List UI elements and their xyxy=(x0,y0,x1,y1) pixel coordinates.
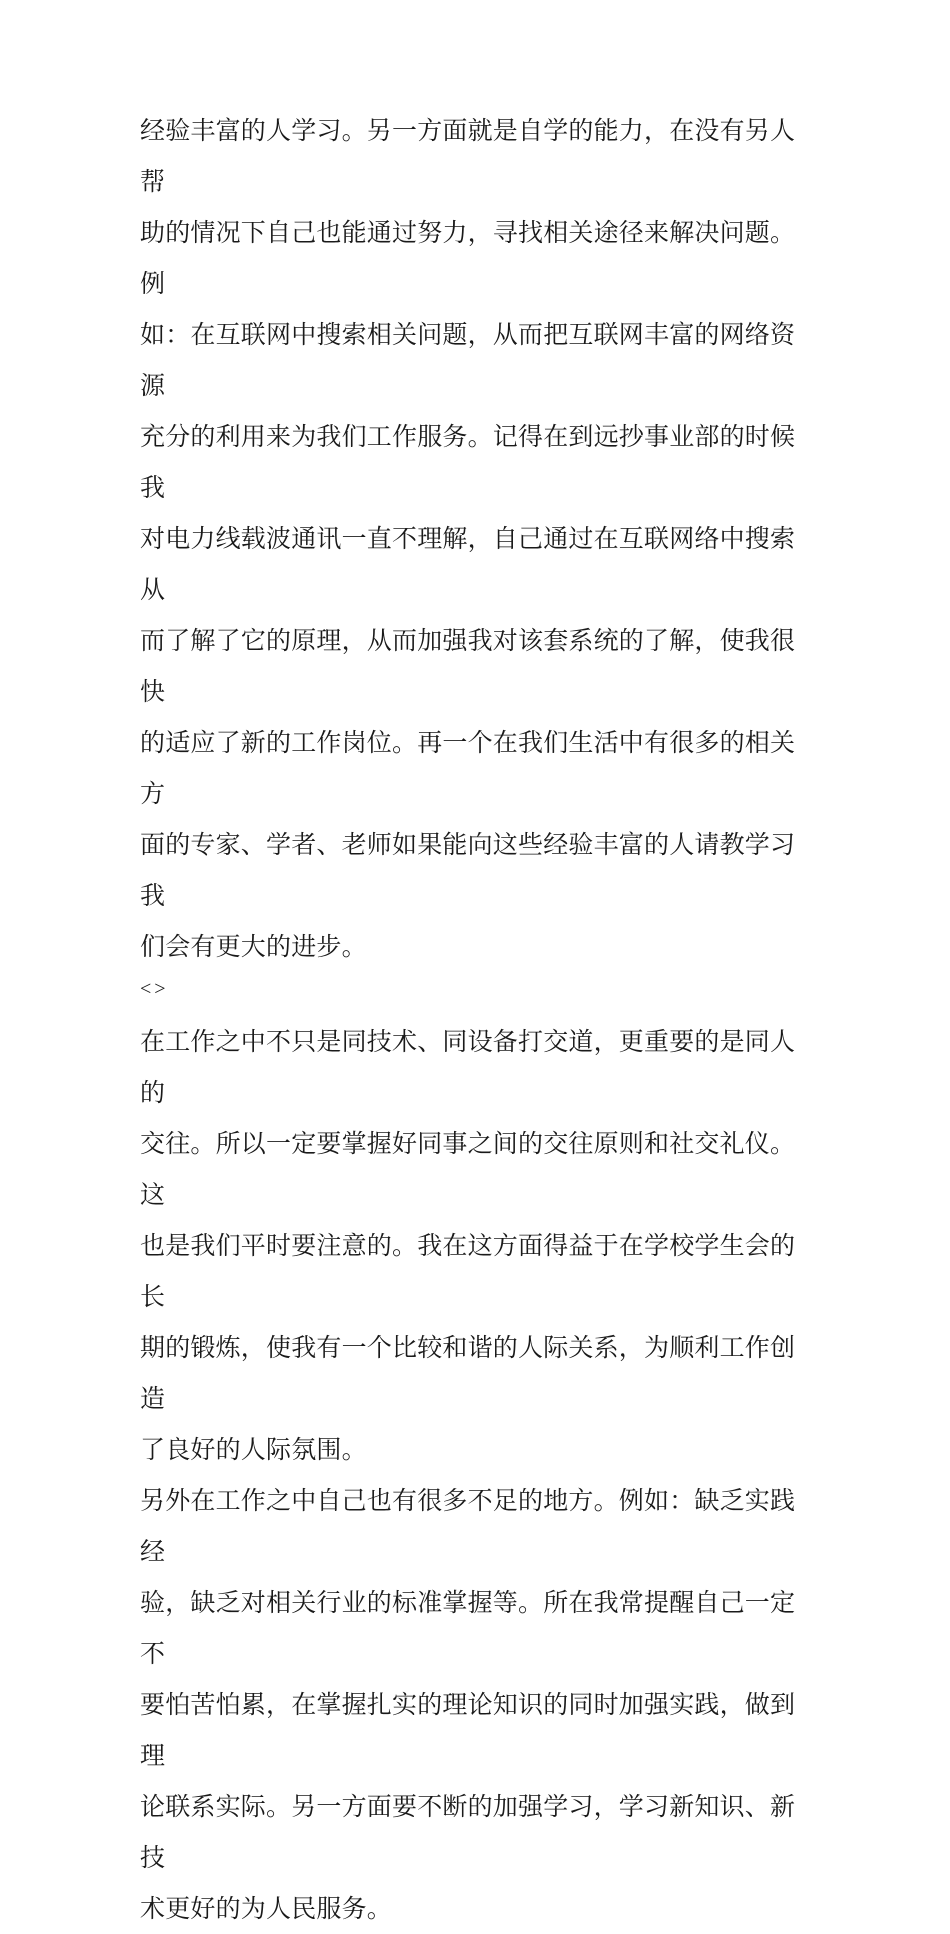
paragraph-shortcomings: 另外在工作之中自己也有很多不足的地方。例如：缺乏实践经 验，缺乏对相关行业的标准掌握等。所在我常提醒自己一定不 要怕苦怕累，在掌握扎实的理论知识的同时加强实践，做到理 论联系实际。另一方面要不断的加强学习，学习新知识、新技 术更好的为人民服务。 xyxy=(140,1486,796,1923)
paragraph-interpersonal: 在工作之中不只是同技术、同设备打交道，更重要的是同人的 交往。所以一定要掌握好同事之间的交往原则和社交礼仪。这 也是我们平时要注意的。我在这方面得益于在学校学生会的长 期的锻炼，使我有一个比较和谐的人际关系，为顺利工作创造 了良好的人际氛围。 xyxy=(140,1027,796,1464)
section-marker: <> xyxy=(140,978,169,1000)
document-body xyxy=(140,105,815,1934)
paragraph-self-learning: 经验丰富的人学习。另一方面就是自学的能力，在没有另人帮 助的情况下自己也能通过努力，寻找相关途径来解决问题。例 如：在互联网中搜索相关问题，从而把互联网丰富的网络资源 充分的利用来为我们工作服务。记得在到远抄事业部的时候我 对电力线载波通讯一直不理解，自己通过在互联网络中搜索从 而了解了它的原理，从而加强我对该套系统的了解，使我很快 的适应了新的工作岗位。再一个在我们生活中有很多的相关方 面的专家、学者、老师如果能向这些经验丰富的人请教学习我 们会有更大的进步。 xyxy=(140,116,796,961)
